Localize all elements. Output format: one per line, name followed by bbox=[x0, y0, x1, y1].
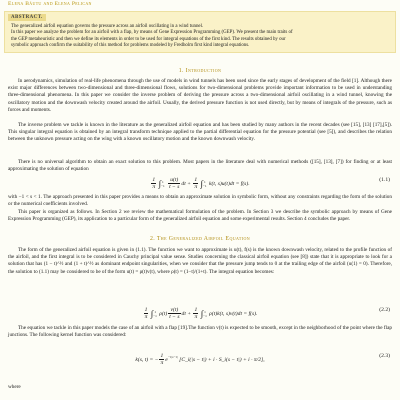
abstract-line: In this paper we analyze the problem for an airfoil with a flap, by means of Gene Expression Programming (GEP). We present the main traits of bbox=[11, 30, 293, 36]
abstract-box bbox=[4, 11, 396, 53]
section-heading: 2. The Generalized Airfoil Equation bbox=[149, 236, 251, 242]
abstract-line: symbolic approach confirm the suitability of this method for problems modeled by Fredholm first kind integral equations. bbox=[11, 43, 250, 49]
abstract-line: The generalized airfoil equation governs the pressure across an airfoil oscillating in a wind tunnel. bbox=[11, 24, 204, 29]
equation: k(s, t) = − $\frac{1}{\pi}$ $e^{-i|s-t|}$ [C_i(|s − t|) + i · S_i(s − t|) + i · π/2], (2.3) bbox=[135, 353, 390, 366]
abstract-line: the GEP metaheuristic and then we define its elements in order to be used for integral equations of the first kind. The results obtained by our bbox=[11, 36, 286, 42]
equation-number: (1.1) bbox=[379, 177, 390, 183]
paragraph: The form of the generalized airfoil equation is given in (1.1). The function we want to approximate is u(t), f(s) is the known downwash velocity, related to the profile function of the airfoil, and the first integral is to be considered in Cauchy principal value sense. Studies concerning the classical airfoil equation (see [8]) state that it is appropriate to look for a solution that has (1 − t)^½ and (1 + t)^½ as dominant endpoint singularities, when we consider that the pressure jump tends to 0 at the trailing edge of the airfoil (u(1) = 0). Therefore, the solution to (1.1) may be considered to be of the form u(t) = ρ(t)v(t), where ρ(t) = (1−t)/(1+t). The integral equation becomes: bbox=[8, 247, 392, 275]
paragraph: The equation we tackle in this paper models the case of an airfoil with a flap [19].The function v(t) is expected to be smooth, except in the neighborhood of the point where the flap junctions. The following kernel function was considered: bbox=[8, 325, 392, 339]
paragraph: In aerodynamics, simulation of real-life phenomena through the use of models in wind tunnels has been used since the early stages of development of the field [1]. Although there exist major differences between two-dimensional and three-dimensional flows, solutions for two-dimensional problems provide important information to be used in understanding three-dimensional phenomena. In this paper we consider the inverse problem of deriving the pressure across a two-dimensional airfoil oscillating in a wind tunnel, knowing the oscillatory motion and the downwash velocity created around the airfoil. Usually, the derived pressure function is not used directly, but by means of integrals of the pressure, such as forces and moments. bbox=[8, 78, 392, 113]
equation: $\frac{1}{\pi}$ ∫ 1 −1 $\frac{u(t)}{t - s}$ dt + $\frac{1}{\pi}$ ∫ 1 −1 k(t, s)u(t)dt = f(s). (1.1) bbox=[152, 177, 390, 190]
paragraph: where bbox=[8, 384, 21, 390]
abstract-text bbox=[11, 24, 393, 50]
paragraph: with −1 < s < 1. The approach presented in this paper provides a means to obtain an approximate solution in symbolic form, without any constraints regarding the form of the solution or the numerical coefficients involved. bbox=[8, 194, 392, 208]
authors: Elena Băutu and Elena Pelican bbox=[8, 1, 92, 7]
abstract-label: ABSTRACT. bbox=[8, 14, 46, 21]
section-heading: 1. Introduction bbox=[178, 68, 222, 74]
paragraph: The inverse problem we tackle is known in the literature as the generalized airfoil equation and has been studied by many authors in the recent decades (see [15], [13] [17],[5]). This singular integral equation is obtained by an integral transform technique applied to the partial differential equation for the pressure potential (see [5]), and describes the relation between the unknown pressure acting on the wing with a known oscillatory motion and the known downwash velocity. bbox=[8, 122, 392, 143]
paragraph: There is no universal algorithm to obtain an exact solution to this problem. Most papers in the literature deal with numerical methods ([15], [13], [7]) for finding or at least approximating the solution of equation bbox=[8, 159, 392, 173]
equation-number: (2.3) bbox=[379, 353, 390, 359]
equation-number: (2.2) bbox=[379, 307, 390, 313]
equation: $\frac{1}{\pi}$ ∫ 1 −1 ρ(t) $\frac{v(t)}{t - s}$ dt + $\frac{1}{\pi}$ ∫ 1 −1 ρ(t)k(t, s)v(t)dt = f(s). (2.2) bbox=[144, 307, 390, 320]
paragraph: This paper is organized as follows. In Section 2 we review the mathematical formulation of the problem. In Section 3 we describe the symbolic approach by means of Gene Expression Programming (GEP), its application to a particular form of the generalized airfoil equation and some experimental results. Section 4 concludes the paper. bbox=[8, 209, 392, 223]
